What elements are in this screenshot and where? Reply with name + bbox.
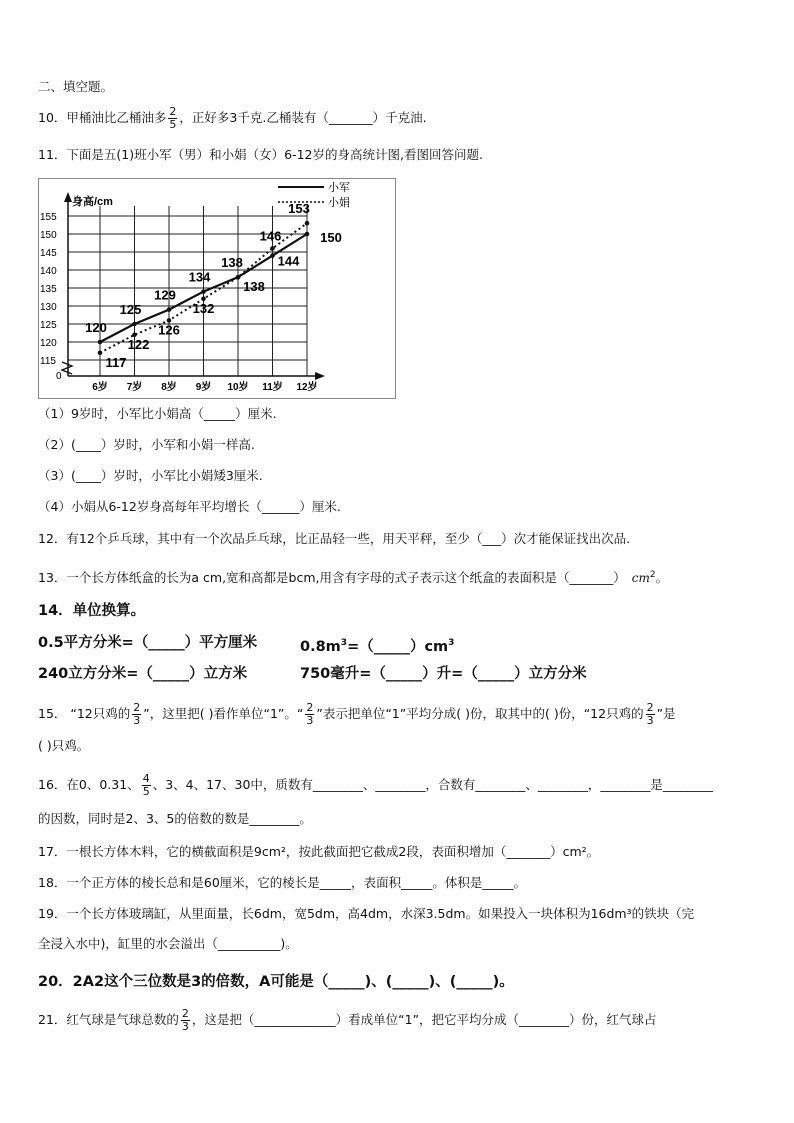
question-12: 12．有12个乒乓球，其中有一个次品乒乓球，比正品轻一些，用天平秤，至少（___）次才能保证找出次品. <box>38 531 631 546</box>
data-point <box>236 275 241 280</box>
q21-part1: 21．红气球是气球总数的 <box>38 1012 179 1027</box>
data-label: 125 <box>119 302 142 317</box>
data-label: 138 <box>243 279 265 295</box>
question-14-row2b: 750毫升=（_____）升=（_____）立方分米 <box>300 666 587 682</box>
fraction-numerator: 2 <box>306 701 314 714</box>
fraction-numerator: 2 <box>181 1007 189 1020</box>
y-axis-arrow <box>64 192 72 202</box>
fraction-denominator: 3 <box>133 714 141 727</box>
height-line-chart <box>38 178 398 400</box>
data-point <box>201 289 206 294</box>
y-tick-label: 145 <box>40 248 57 259</box>
data-point <box>132 322 137 327</box>
fraction-denominator: 3 <box>181 1020 189 1033</box>
fraction-denominator: 5 <box>142 785 150 798</box>
question-15 <box>38 702 676 727</box>
data-point <box>270 253 275 258</box>
q15-part3: ”表示把单位“1”平均分成( )份，取其中的( )份，“12只鸡的 <box>316 706 644 721</box>
q13-unit-exponent: 2 <box>649 570 656 580</box>
x-tick-label: 12岁 <box>296 382 318 393</box>
y-tick-label: 150 <box>40 230 57 241</box>
question-15-line2: ( )只鸡。 <box>38 738 90 753</box>
fraction-denominator: 3 <box>306 714 314 727</box>
data-label: 129 <box>154 287 176 303</box>
q15-part2: ”，这里把( )看作单位“1”。“ <box>143 706 304 721</box>
question-14-row2a: 240立方分米=（_____）立方米 <box>38 666 248 682</box>
question-14-title: 14．单位换算。 <box>38 603 146 619</box>
q14-row1b-pre: 0.8m <box>300 638 341 655</box>
data-label: 134 <box>188 269 211 285</box>
q13-text: 13．一个长方体纸盒的长为a cm,宽和高都是bcm,用含有字母的式子表示这个纸盒的表面积是（_______） <box>38 570 626 586</box>
fraction <box>142 773 151 798</box>
question-11-sub3: （3）(____）岁时，小军比小娟矮3厘米. <box>38 468 263 483</box>
q10-text-pre: 10．甲桶油比乙桶油多 <box>38 110 167 125</box>
x-tick-label: 10岁 <box>227 382 249 393</box>
y-tick-label: 135 <box>40 284 57 295</box>
data-label: 122 <box>127 336 150 352</box>
data-point <box>98 351 103 356</box>
question-18: 18．一个正方体的棱长总和是60厘米，它的棱长是_____，表面积_____。体积是_____。 <box>38 875 527 890</box>
q16-part1: 16．在0、0.31、 <box>38 777 140 792</box>
data-label: 146 <box>259 228 282 244</box>
data-label: 150 <box>320 230 342 245</box>
fraction <box>132 702 141 727</box>
q15-part4: ”是 <box>656 706 676 721</box>
question-11-sub4: （4）小娟从6-12岁身高每年平均增长（______）厘米. <box>38 499 341 514</box>
data-point <box>270 246 275 251</box>
fraction-denominator: 5 <box>169 118 177 131</box>
legend-label-xiaojun: 小军 <box>328 182 350 194</box>
data-point <box>98 340 103 345</box>
question-20: 20．2A2这个三位数是3的倍数，A可能是（_____)、(_____)、(_____)。 <box>38 974 514 990</box>
fraction <box>646 702 655 727</box>
y-tick-label: 140 <box>40 266 57 277</box>
x-axis-arrow <box>315 372 325 380</box>
fraction-numerator: 2 <box>133 701 141 714</box>
legend-label-xiaojuan: 小娟 <box>328 197 350 209</box>
data-label: 153 <box>288 201 310 217</box>
question-11-sub1: （1）9岁时，小军比小娟高（_____）厘米. <box>38 406 277 421</box>
data-label: 117 <box>105 354 127 370</box>
question-19-line2: 全浸入水中)，缸里的水会溢出（__________)。 <box>38 936 298 951</box>
question-13 <box>38 566 668 587</box>
question-14-row1a: 0.5平方分米=（_____）平方厘米 <box>38 635 258 651</box>
q13-unit: cm <box>631 571 650 586</box>
question-17: 17．一根长方体木料，它的横截面积是9cm²，按此截面把它截成2段，表面积增加（_______）cm²。 <box>38 844 600 859</box>
q14-row1b-exp2: 3 <box>448 638 455 648</box>
q16-part2: 、3、4、17、30中，质数有________、________，合数有________、________，________是________ <box>152 777 713 792</box>
y-tick-label: 120 <box>40 338 57 349</box>
question-21 <box>38 1008 657 1033</box>
question-11-sub2: （2）(____）岁时，小军和小娟一样高. <box>38 437 255 452</box>
question-16-line2: 的因数，同时是2、3、5的倍数的数是________。 <box>38 811 312 826</box>
x-tick-label: 8岁 <box>161 382 177 393</box>
question-14-row1b <box>300 634 454 656</box>
fraction <box>168 106 177 131</box>
fraction-numerator: 2 <box>646 701 654 714</box>
data-point <box>305 232 310 237</box>
y-tick-label: 125 <box>40 320 57 331</box>
data-label: 132 <box>192 300 215 316</box>
y-tick-label: 115 <box>40 356 56 367</box>
data-label: 126 <box>158 322 180 338</box>
q10-text-post: ，正好多3千克.乙桶装有（_______）千克油. <box>179 110 427 125</box>
question-11-intro: 11．下面是五(1)班小军（男）和小娟（女）6-12岁的身高统计图,看图回答问题. <box>38 147 483 162</box>
data-point <box>305 221 310 226</box>
y-tick-label: 130 <box>40 302 57 313</box>
axis-break-icon <box>62 362 72 374</box>
question-10 <box>38 106 427 131</box>
q15-part1: 15． “12只鸡的 <box>38 706 131 721</box>
fraction <box>181 1008 190 1033</box>
question-16 <box>38 773 713 798</box>
x-tick-label: 11岁 <box>262 382 283 393</box>
q14-row1b-exp: 3 <box>340 638 348 648</box>
fraction-numerator: 2 <box>169 105 177 118</box>
y-axis-title: 身高/cm <box>72 196 113 208</box>
q13-end: 。 <box>655 570 669 586</box>
fraction-numerator: 4 <box>142 772 150 785</box>
q21-part2: ，这是把（_____________）看成单位“1”，把它平均分成（________）份，红气球占 <box>191 1012 657 1027</box>
x-tick-label: 9岁 <box>195 382 212 393</box>
section-heading: 二、填空题。 <box>38 79 114 94</box>
data-label: 144 <box>277 253 300 269</box>
fraction-denominator: 3 <box>646 714 654 727</box>
question-19-line1: 19．一个长方体玻璃缸，从里面量，长6dm，宽5dm，高4dm，水深3.5dm。如果投入一块体积为16dm³的铁块（完 <box>38 906 695 921</box>
y-tick-label: 155 <box>40 212 57 223</box>
fraction <box>305 702 314 727</box>
q14-row1b-mid: =（_____）cm <box>347 638 449 655</box>
x-tick-label: 6岁 <box>92 382 108 393</box>
data-label: 138 <box>221 255 243 271</box>
y-tick-label: 0 <box>56 371 62 382</box>
x-tick-label: 7岁 <box>126 382 143 393</box>
data-point <box>167 307 172 312</box>
data-label: 120 <box>85 320 107 335</box>
